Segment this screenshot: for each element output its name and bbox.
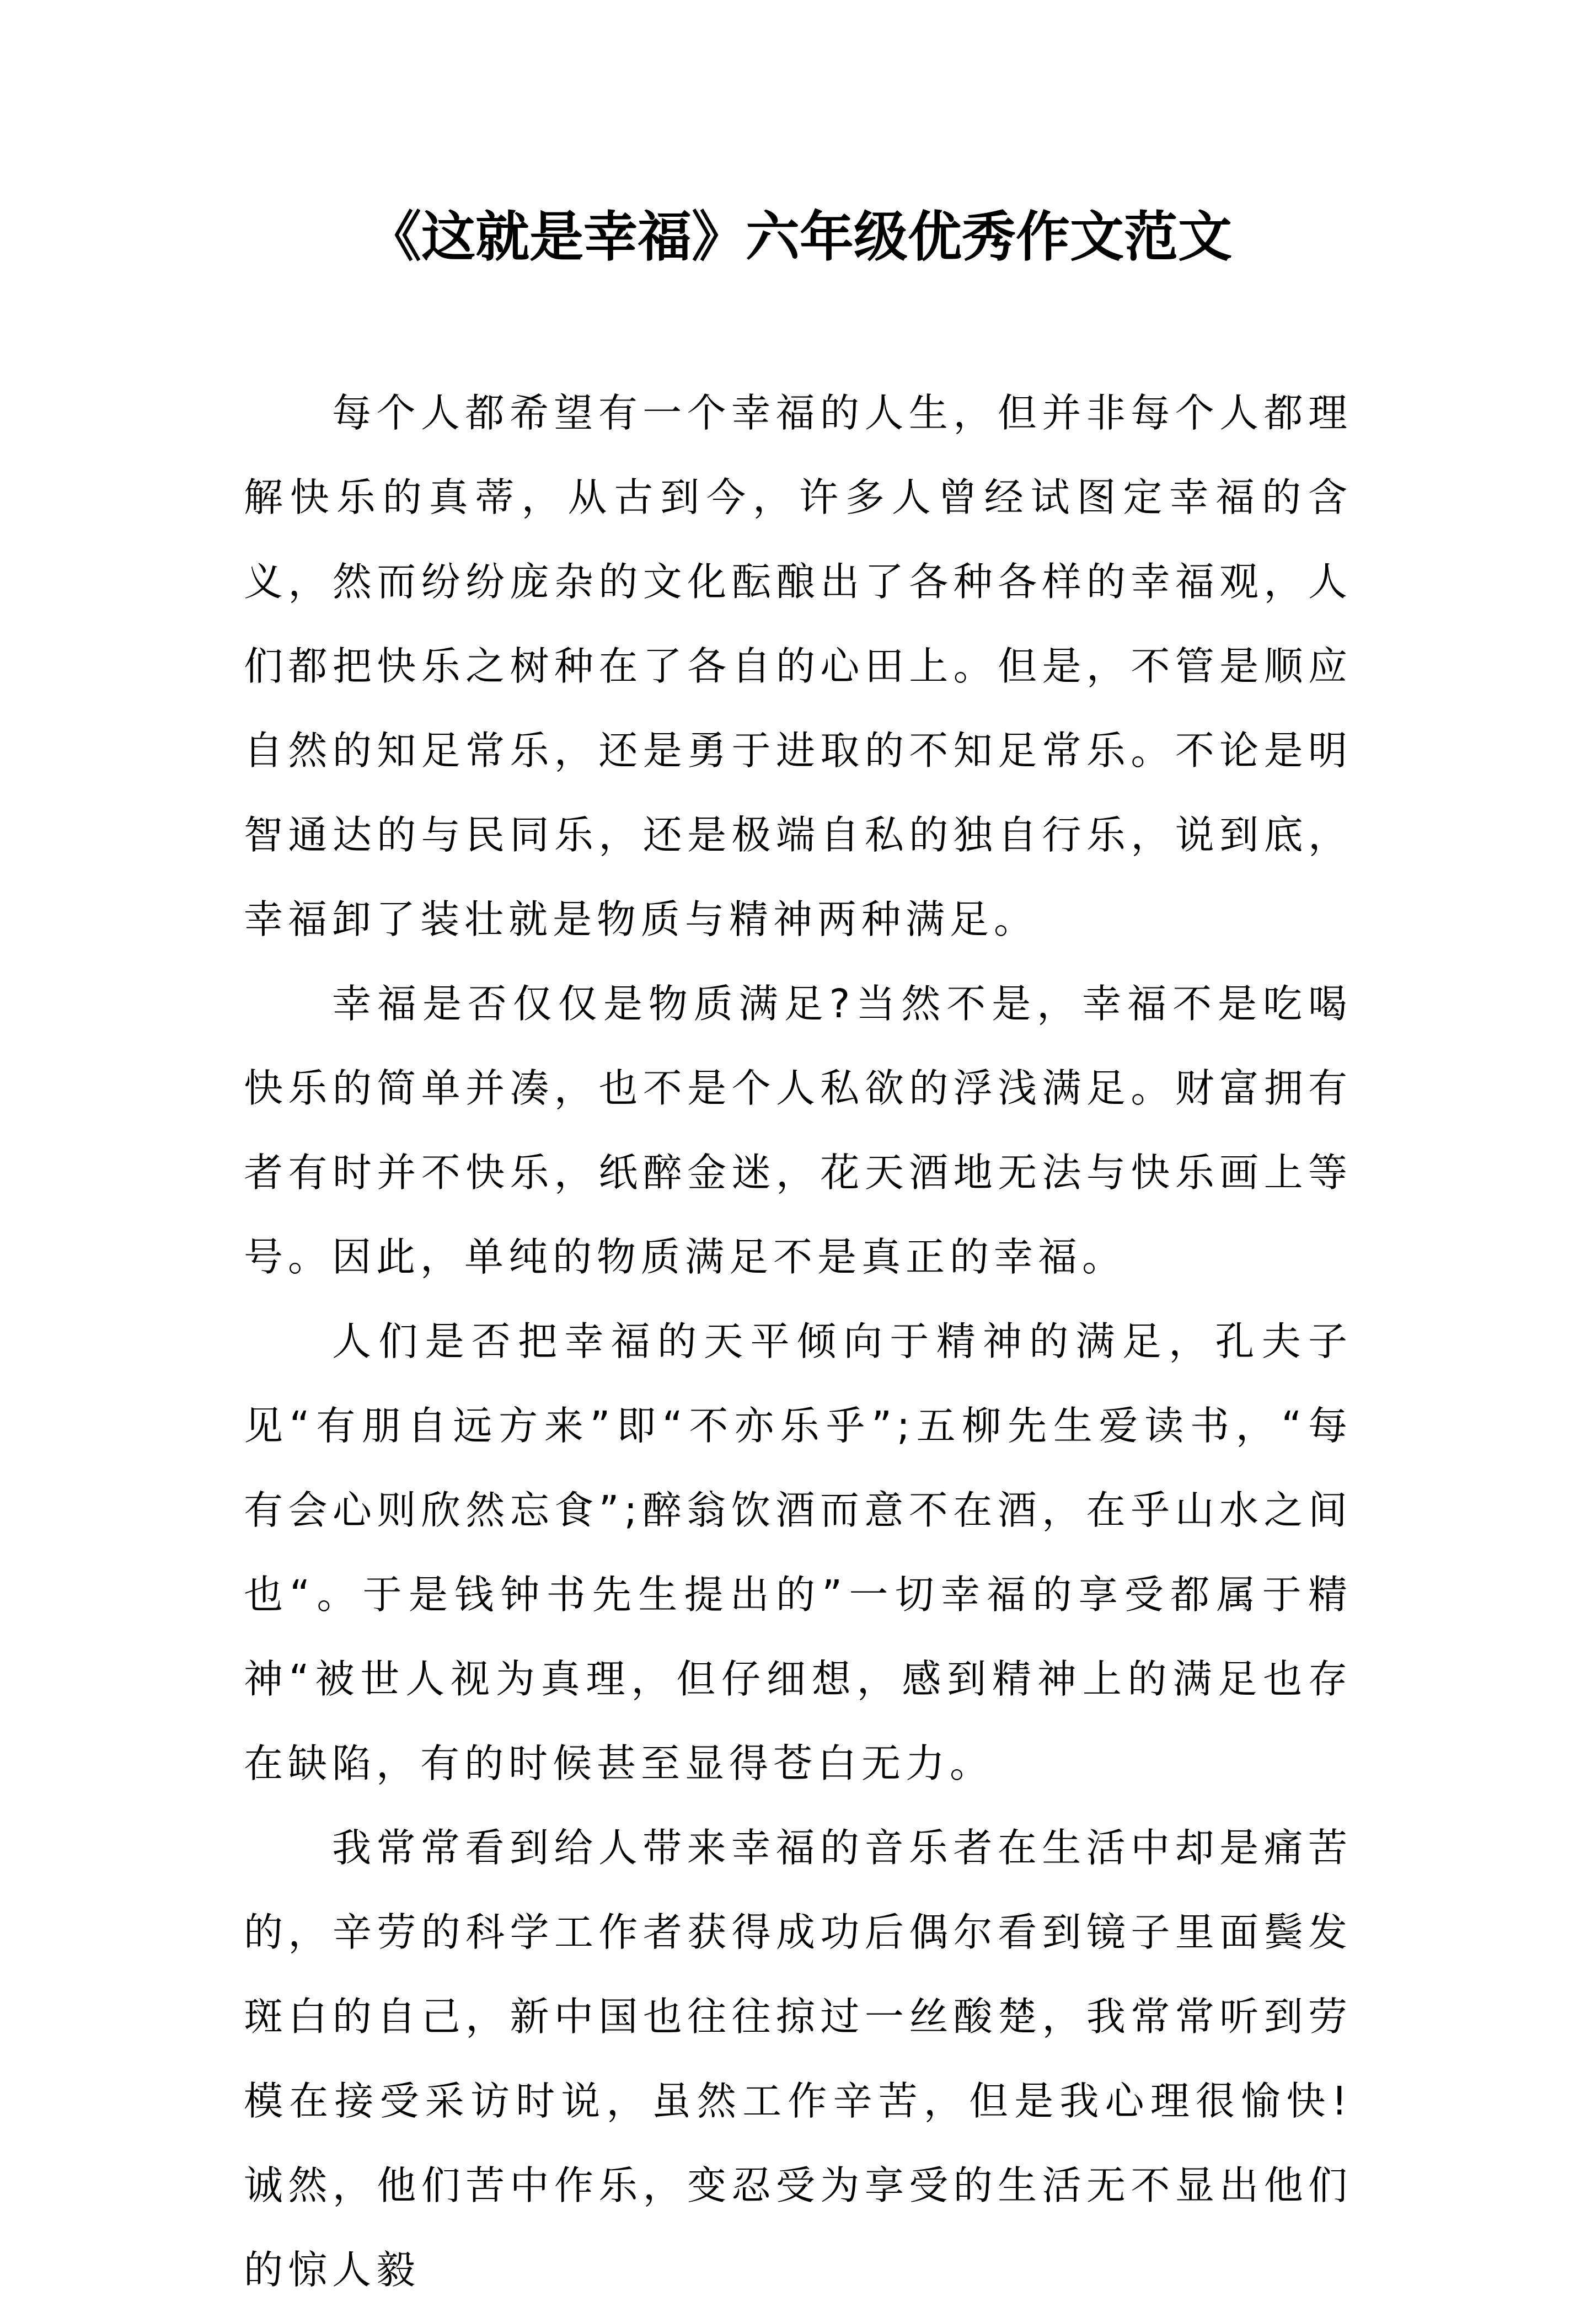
paragraph-3: 人们是否把幸福的天平倾向于精神的满足，孔夫子见“有朋自远方来”即“不亦乐乎”;五柳先生爱读书，“每有会心则欣然忘食”;醉翁饮酒而意不在酒，在乎山水之间也“。于是钱钟书先生提出的”一切幸福的享受都属于精神“被世人视为真理，但仔细想，感到精神上的满足也存在缺陷，有的时候甚至显得苍白无力。 — [244, 1318, 1352, 1786]
paragraph-1: 每个人都希望有一个幸福的人生，但并非每个人都理解快乐的真蒂，从古到今，许多人曾经试图定幸福的含义，然而纷纷庞杂的文化酝酿出了各种各样的幸福观，人们都把快乐之树种在了各自的心田上。但是，不管是顺应自然的知足常乐，还是勇于进取的不知足常乐。不论是明智通达的与民同乐，还是极端自私的独自行乐，说到底，幸福卸了装壮就是物质与精神两种满足。 — [244, 390, 1352, 942]
paragraph-2: 幸福是否仅仅是物质满足?当然不是，幸福不是吃喝快乐的简单并凑，也不是个人私欲的浮浅满足。财富拥有者有时并不快乐，纸醉金迷，花天酒地无法与快乐画上等号。因此，单纯的物质满足不是真正的幸福。 — [244, 981, 1352, 1280]
paragraph-4: 我常常看到给人带来幸福的音乐者在生活中却是痛苦的，辛劳的科学工作者获得成功后偶尔看到镜子里面鬓发斑白的自己，新中国也往往掠过一丝酸楚，我常常听到劳模在接受采访时说，虽然工作辛苦，但是我心理很愉快!诚然，他们苦中作乐，变忍受为享受的生活无不显出他们的惊人毅 — [244, 1825, 1352, 2293]
document-title: 《这就是幸福》六年级优秀作文范文 — [367, 205, 1232, 269]
document-body — [244, 371, 1352, 2312]
